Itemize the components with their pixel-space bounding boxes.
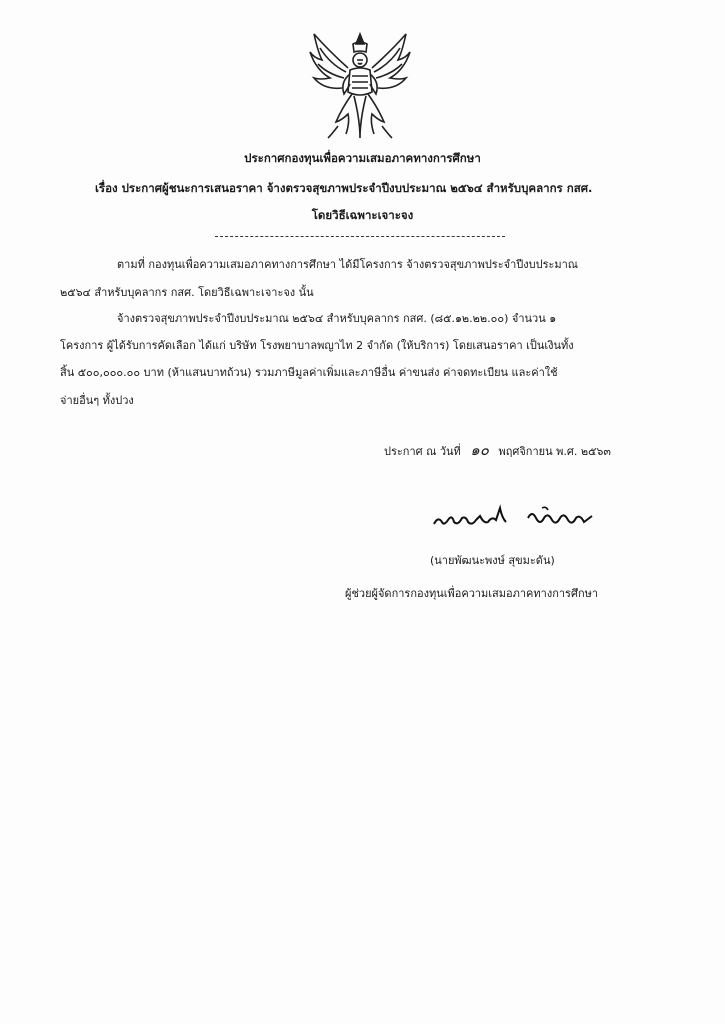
document-subject: เรื่อง ประกาศผู้ชนะการเสนอราคา จ้างตรวจสุขภาพประจำปีงบประมาณ ๒๕๖๔ สำหรับบุคลากร กสศ. [95,181,593,195]
paragraph-2-line-3: สิ้น ๕๐๐,๐๐๐.๐๐ บาท (ห้าแสนบาทถ้วน) รวมภาษีมูลค่าเพิ่มและภาษีอื่น ค่าขนส่ง ค่าจดทะเบียน และค่าใช้ [60,366,558,379]
paragraph-1-line-2: ๒๕๖๔ สำหรับบุคลากร กสศ. โดยวิธีเฉพาะเจาะจง นั้น [60,286,314,299]
handwritten-signature [432,504,602,534]
paragraph-2-line-4: จ่ายอื่นๆ ทั้งปวง [60,394,134,407]
paragraph-1-line-1: ตามที่ กองทุนเพื่อความเสมอภาคทางการศึกษา ได้มีโครงการ จ้างตรวจสุขภาพประจำปีงบประมาณ [117,258,579,271]
garuda-emblem-icon [308,30,412,142]
announcement-month-year: พฤศจิกายน พ.ศ. ๒๕๖๓ [498,445,611,458]
announcement-date [384,438,611,462]
signer-name: (นายพัฒนะพงษ์ สุขมะดัน) [430,554,555,567]
paragraph-2-line-2: โครงการ ผู้ได้รับการคัดเลือก ได้แก่ บริษัท โรงพยาบาลพญาไท 2 จำกัด (ให้บริการ) โดยเสนอราคา เป็นเงินทั้ง [60,339,574,352]
divider-line [215,236,505,237]
announcement-date-prefix: ประกาศ ณ วันที่ [384,445,461,458]
announcement-day: ๑๐ [470,441,489,459]
paragraph-2-line-1: จ้างตรวจสุขภาพประจำปีงบประมาณ ๒๕๖๔ สำหรับบุคลากร กสศ. (๘๕.๑๒.๒๒.๐๐) จำนวน ๑ [117,312,557,325]
document-method: โดยวิธีเฉพาะเจาะจง [311,208,414,222]
signer-position: ผู้ช่วยผู้จัดการกองทุนเพื่อความเสมอภาคทางการศึกษา [345,587,599,600]
document-title: ประกาศกองทุนเพื่อความเสมอภาคทางการศึกษา [244,151,481,165]
